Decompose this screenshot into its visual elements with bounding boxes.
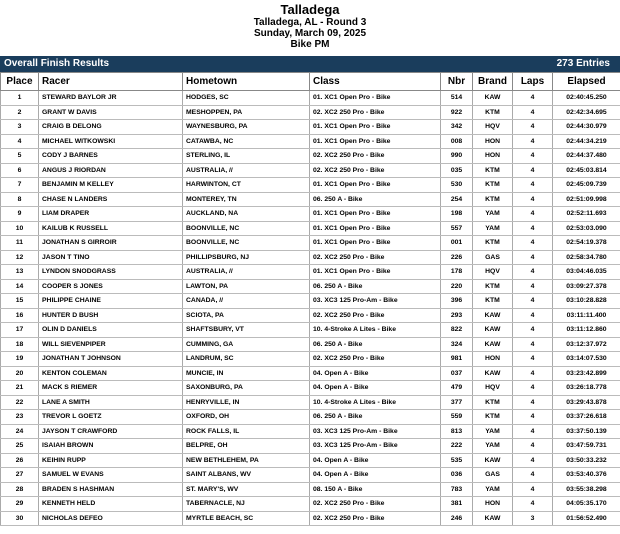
cell-hometown: CANADA, // [183, 294, 310, 309]
cell-hometown: ST. MARY'S, WV [183, 482, 310, 497]
cell-nbr: 990 [441, 149, 473, 164]
cell-laps: 4 [513, 482, 553, 497]
cell-class: 03. XC3 125 Pro-Am - Bike [310, 439, 441, 454]
cell-nbr: 377 [441, 395, 473, 410]
cell-class: 02. XC2 250 Pro - Bike [310, 250, 441, 265]
cell-hometown: CATAWBA, NC [183, 134, 310, 149]
cell-elapsed: 03:53:40.376 [553, 468, 620, 483]
cell-brand: KAW [473, 511, 513, 526]
cell-elapsed: 02:54:19.378 [553, 236, 620, 251]
table-row [1, 207, 620, 222]
cell-place: 12 [1, 250, 39, 265]
cell-brand: GAS [473, 250, 513, 265]
table-row [1, 482, 620, 497]
table-row [1, 105, 620, 120]
cell-place: 11 [1, 236, 39, 251]
cell-laps: 4 [513, 149, 553, 164]
cell-hometown: HENRYVILLE, IN [183, 395, 310, 410]
cell-place: 5 [1, 149, 39, 164]
cell-racer: JASON T TINO [39, 250, 183, 265]
cell-class: 04. Open A - Bike [310, 366, 441, 381]
cell-elapsed: 03:37:26.618 [553, 410, 620, 425]
cell-brand: KTM [473, 163, 513, 178]
cell-racer: ANGUS J RIORDAN [39, 163, 183, 178]
cell-nbr: 783 [441, 482, 473, 497]
cell-laps: 4 [513, 395, 553, 410]
cell-place: 1 [1, 91, 39, 106]
table-row [1, 163, 620, 178]
event-location: Talladega, AL - Round 3 [253, 17, 367, 28]
cell-hometown: BOONVILLE, NC [183, 236, 310, 251]
cell-class: 10. 4-Stroke A Lites - Bike [310, 395, 441, 410]
table-row [1, 395, 620, 410]
cell-place: 23 [1, 410, 39, 425]
cell-laps: 4 [513, 308, 553, 323]
cell-class: 03. XC3 125 Pro-Am - Bike [310, 424, 441, 439]
cell-place: 2 [1, 105, 39, 120]
results-header [0, 0, 620, 50]
cell-hometown: MUNCIE, IN [183, 366, 310, 381]
cell-place: 16 [1, 308, 39, 323]
table-row [1, 236, 620, 251]
cell-place: 15 [1, 294, 39, 309]
table-row [1, 221, 620, 236]
cell-brand: HQV [473, 265, 513, 280]
cell-nbr: 035 [441, 163, 473, 178]
cell-brand: KTM [473, 192, 513, 207]
cell-class: 01. XC1 Open Pro - Bike [310, 134, 441, 149]
cell-laps: 4 [513, 424, 553, 439]
cell-laps: 4 [513, 294, 553, 309]
table-row [1, 120, 620, 135]
cell-class: 04. Open A - Bike [310, 468, 441, 483]
cell-class: 04. Open A - Bike [310, 453, 441, 468]
table-row [1, 178, 620, 193]
cell-racer: STEWARD BAYLOR JR [39, 91, 183, 106]
cell-nbr: 813 [441, 424, 473, 439]
cell-hometown: OXFORD, OH [183, 410, 310, 425]
cell-brand: KTM [473, 410, 513, 425]
cell-hometown: PHILLIPSBURG, NJ [183, 250, 310, 265]
cell-brand: KAW [473, 337, 513, 352]
cell-laps: 4 [513, 120, 553, 135]
cell-nbr: 479 [441, 381, 473, 396]
cell-hometown: BOONVILLE, NC [183, 221, 310, 236]
cell-hometown: SHAFTSBURY, VT [183, 323, 310, 338]
cell-brand: KTM [473, 236, 513, 251]
table-row [1, 279, 620, 294]
table-row [1, 294, 620, 309]
cell-hometown: ROCK FALLS, IL [183, 424, 310, 439]
cell-brand: YAM [473, 221, 513, 236]
cell-brand: HQV [473, 381, 513, 396]
table-row [1, 424, 620, 439]
cell-racer: LYNDON SNODGRASS [39, 265, 183, 280]
cell-place: 6 [1, 163, 39, 178]
table-row [1, 453, 620, 468]
header-row [1, 73, 620, 91]
table-row [1, 250, 620, 265]
event-date: Sunday, March 09, 2025 [253, 28, 367, 39]
cell-hometown: SAXONBURG, PA [183, 381, 310, 396]
cell-class: 01. XC1 Open Pro - Bike [310, 178, 441, 193]
cell-elapsed: 03:11:11.400 [553, 308, 620, 323]
cell-hometown: AUCKLAND, NA [183, 207, 310, 222]
cell-racer: SAMUEL W EVANS [39, 468, 183, 483]
cell-elapsed: 01:56:52.490 [553, 511, 620, 526]
cell-hometown: BELPRE, OH [183, 439, 310, 454]
cell-hometown: AUSTRALIA, // [183, 265, 310, 280]
cell-class: 06. 250 A - Bike [310, 192, 441, 207]
cell-brand: KAW [473, 308, 513, 323]
cell-nbr: 530 [441, 178, 473, 193]
cell-nbr: 036 [441, 468, 473, 483]
cell-nbr: 396 [441, 294, 473, 309]
cell-elapsed: 03:04:46.035 [553, 265, 620, 280]
table-row [1, 308, 620, 323]
cell-racer: JONATHAN T JOHNSON [39, 352, 183, 367]
cell-class: 10. 4-Stroke A Lites - Bike [310, 323, 441, 338]
cell-nbr: 001 [441, 236, 473, 251]
cell-laps: 4 [513, 250, 553, 265]
cell-nbr: 037 [441, 366, 473, 381]
cell-class: 02. XC2 250 Pro - Bike [310, 308, 441, 323]
table-row [1, 192, 620, 207]
cell-racer: NICHOLAS DEFEO [39, 511, 183, 526]
cell-place: 24 [1, 424, 39, 439]
cell-laps: 4 [513, 207, 553, 222]
col-nbr: Nbr [441, 73, 473, 91]
cell-class: 01. XC1 Open Pro - Bike [310, 120, 441, 135]
cell-place: 18 [1, 337, 39, 352]
cell-class: 06. 250 A - Bike [310, 279, 441, 294]
cell-hometown: MYRTLE BEACH, SC [183, 511, 310, 526]
cell-brand: KAW [473, 366, 513, 381]
cell-laps: 4 [513, 178, 553, 193]
cell-elapsed: 04:05:35.170 [553, 497, 620, 512]
cell-elapsed: 02:53:03.090 [553, 221, 620, 236]
cell-class: 02. XC2 250 Pro - Bike [310, 149, 441, 164]
cell-racer: PHILIPPE CHAINE [39, 294, 183, 309]
cell-hometown: TABERNACLE, NJ [183, 497, 310, 512]
cell-elapsed: 03:23:42.899 [553, 366, 620, 381]
cell-place: 14 [1, 279, 39, 294]
cell-nbr: 981 [441, 352, 473, 367]
cell-racer: CRAIG B DELONG [39, 120, 183, 135]
table-row [1, 337, 620, 352]
col-brand: Brand [473, 73, 513, 91]
cell-hometown: HARWINTON, CT [183, 178, 310, 193]
table-row [1, 381, 620, 396]
cell-racer: BENJAMIN M KELLEY [39, 178, 183, 193]
cell-place: 17 [1, 323, 39, 338]
cell-laps: 4 [513, 381, 553, 396]
table-row [1, 410, 620, 425]
cell-nbr: 822 [441, 323, 473, 338]
cell-hometown: HODGES, SC [183, 91, 310, 106]
cell-elapsed: 02:44:34.219 [553, 134, 620, 149]
cell-laps: 4 [513, 163, 553, 178]
cell-place: 19 [1, 352, 39, 367]
cell-class: 02. XC2 250 Pro - Bike [310, 163, 441, 178]
cell-class: 02. XC2 250 Pro - Bike [310, 511, 441, 526]
cell-brand: HON [473, 497, 513, 512]
cell-brand: KTM [473, 178, 513, 193]
cell-place: 21 [1, 381, 39, 396]
cell-place: 25 [1, 439, 39, 454]
col-elapsed: Elapsed [553, 73, 620, 91]
cell-laps: 4 [513, 279, 553, 294]
cell-elapsed: 03:47:59.731 [553, 439, 620, 454]
cell-laps: 4 [513, 468, 553, 483]
cell-racer: KAILUB K RUSSELL [39, 221, 183, 236]
cell-class: 02. XC2 250 Pro - Bike [310, 352, 441, 367]
table-row [1, 91, 620, 106]
cell-place: 30 [1, 511, 39, 526]
cell-nbr: 220 [441, 279, 473, 294]
cell-hometown: SCIOTA, PA [183, 308, 310, 323]
cell-class: 08. 150 A - Bike [310, 482, 441, 497]
cell-nbr: 198 [441, 207, 473, 222]
cell-elapsed: 03:11:12.860 [553, 323, 620, 338]
cell-brand: KAW [473, 323, 513, 338]
table-row [1, 323, 620, 338]
cell-place: 4 [1, 134, 39, 149]
cell-nbr: 246 [441, 511, 473, 526]
cell-laps: 4 [513, 105, 553, 120]
cell-brand: YAM [473, 482, 513, 497]
cell-racer: MACK S RIEMER [39, 381, 183, 396]
cell-class: 04. Open A - Bike [310, 381, 441, 396]
event-title: Talladega [280, 2, 340, 17]
cell-elapsed: 02:44:30.979 [553, 120, 620, 135]
cell-nbr: 559 [441, 410, 473, 425]
cell-racer: JAYSON T CRAWFORD [39, 424, 183, 439]
cell-hometown: CUMMING, GA [183, 337, 310, 352]
cell-brand: YAM [473, 207, 513, 222]
cell-racer: LIAM DRAPER [39, 207, 183, 222]
cell-brand: HQV [473, 120, 513, 135]
table-row [1, 149, 620, 164]
cell-nbr: 324 [441, 337, 473, 352]
cell-place: 3 [1, 120, 39, 135]
cell-nbr: 178 [441, 265, 473, 280]
cell-laps: 4 [513, 352, 553, 367]
table-row [1, 265, 620, 280]
cell-elapsed: 03:37:50.139 [553, 424, 620, 439]
cell-class: 02. XC2 250 Pro - Bike [310, 497, 441, 512]
cell-racer: GRANT W DAVIS [39, 105, 183, 120]
cell-place: 22 [1, 395, 39, 410]
cell-laps: 3 [513, 511, 553, 526]
cell-hometown: WAYNESBURG, PA [183, 120, 310, 135]
cell-racer: CODY J BARNES [39, 149, 183, 164]
results-table [0, 72, 620, 526]
cell-racer: TREVOR L GOETZ [39, 410, 183, 425]
cell-class: 01. XC1 Open Pro - Bike [310, 91, 441, 106]
cell-hometown: SAINT ALBANS, WV [183, 468, 310, 483]
cell-racer: CHASE N LANDERS [39, 192, 183, 207]
cell-hometown: MESHOPPEN, PA [183, 105, 310, 120]
col-hometown: Hometown [183, 73, 310, 91]
cell-laps: 4 [513, 134, 553, 149]
cell-racer: OLIN D DANIELS [39, 323, 183, 338]
cell-nbr: 254 [441, 192, 473, 207]
cell-elapsed: 02:45:03.814 [553, 163, 620, 178]
cell-brand: HON [473, 134, 513, 149]
cell-elapsed: 03:55:38.298 [553, 482, 620, 497]
cell-nbr: 342 [441, 120, 473, 135]
cell-elapsed: 02:42:34.695 [553, 105, 620, 120]
cell-laps: 4 [513, 410, 553, 425]
cell-laps: 4 [513, 337, 553, 352]
cell-nbr: 293 [441, 308, 473, 323]
cell-racer: ISAIAH BROWN [39, 439, 183, 454]
col-place: Place [1, 73, 39, 91]
cell-class: 01. XC1 Open Pro - Bike [310, 207, 441, 222]
cell-class: 01. XC1 Open Pro - Bike [310, 236, 441, 251]
cell-hometown: MONTEREY, TN [183, 192, 310, 207]
cell-racer: WILL SIEVENPIPER [39, 337, 183, 352]
cell-laps: 4 [513, 439, 553, 454]
cell-laps: 4 [513, 323, 553, 338]
col-laps: Laps [513, 73, 553, 91]
cell-elapsed: 03:14:07.530 [553, 352, 620, 367]
cell-class: 01. XC1 Open Pro - Bike [310, 265, 441, 280]
cell-nbr: 557 [441, 221, 473, 236]
table-row [1, 468, 620, 483]
cell-hometown: LAWTON, PA [183, 279, 310, 294]
table-row [1, 511, 620, 526]
cell-racer: COOPER S JONES [39, 279, 183, 294]
cell-elapsed: 03:12:37.972 [553, 337, 620, 352]
cell-hometown: NEW BETHLEHEM, PA [183, 453, 310, 468]
cell-brand: YAM [473, 439, 513, 454]
cell-class: 06. 250 A - Bike [310, 337, 441, 352]
cell-elapsed: 03:26:18.778 [553, 381, 620, 396]
cell-elapsed: 03:50:33.232 [553, 453, 620, 468]
cell-laps: 4 [513, 366, 553, 381]
cell-place: 29 [1, 497, 39, 512]
cell-racer: KENTON COLEMAN [39, 366, 183, 381]
cell-class: 03. XC3 125 Pro-Am - Bike [310, 294, 441, 309]
cell-racer: KEIHIN RUPP [39, 453, 183, 468]
cell-laps: 4 [513, 221, 553, 236]
table-row [1, 352, 620, 367]
cell-laps: 4 [513, 91, 553, 106]
cell-laps: 4 [513, 453, 553, 468]
cell-place: 20 [1, 366, 39, 381]
cell-elapsed: 02:44:37.480 [553, 149, 620, 164]
cell-hometown: AUSTRALIA, // [183, 163, 310, 178]
cell-place: 26 [1, 453, 39, 468]
cell-elapsed: 02:40:45.250 [553, 91, 620, 106]
cell-racer: HUNTER D BUSH [39, 308, 183, 323]
cell-laps: 4 [513, 192, 553, 207]
cell-laps: 4 [513, 236, 553, 251]
results-bar [0, 56, 620, 72]
cell-laps: 4 [513, 265, 553, 280]
cell-place: 10 [1, 221, 39, 236]
cell-brand: HON [473, 352, 513, 367]
cell-brand: KTM [473, 395, 513, 410]
cell-place: 28 [1, 482, 39, 497]
cell-brand: KTM [473, 279, 513, 294]
table-row [1, 366, 620, 381]
cell-brand: KAW [473, 91, 513, 106]
cell-nbr: 514 [441, 91, 473, 106]
cell-racer: BRADEN S HASHMAN [39, 482, 183, 497]
cell-place: 8 [1, 192, 39, 207]
cell-nbr: 535 [441, 453, 473, 468]
cell-racer: JONATHAN S GIRROIR [39, 236, 183, 251]
cell-elapsed: 03:10:28.828 [553, 294, 620, 309]
cell-class: 02. XC2 250 Pro - Bike [310, 105, 441, 120]
cell-brand: KTM [473, 105, 513, 120]
cell-nbr: 008 [441, 134, 473, 149]
cell-brand: KAW [473, 453, 513, 468]
event-session: Bike PM [290, 39, 330, 50]
cell-racer: MICHAEL WITKOWSKI [39, 134, 183, 149]
cell-brand: GAS [473, 468, 513, 483]
cell-elapsed: 02:45:09.739 [553, 178, 620, 193]
cell-nbr: 381 [441, 497, 473, 512]
cell-hometown: LANDRUM, SC [183, 352, 310, 367]
cell-nbr: 226 [441, 250, 473, 265]
col-class: Class [310, 73, 441, 91]
results-bar-title: Overall Finish Results [4, 58, 110, 69]
cell-brand: YAM [473, 424, 513, 439]
col-racer: Racer [39, 73, 183, 91]
cell-racer: LANE A SMITH [39, 395, 183, 410]
cell-elapsed: 02:51:09.998 [553, 192, 620, 207]
cell-place: 27 [1, 468, 39, 483]
cell-class: 01. XC1 Open Pro - Bike [310, 221, 441, 236]
cell-elapsed: 03:09:27.378 [553, 279, 620, 294]
cell-elapsed: 02:58:34.780 [553, 250, 620, 265]
table-row [1, 134, 620, 149]
cell-place: 13 [1, 265, 39, 280]
cell-elapsed: 03:29:43.878 [553, 395, 620, 410]
cell-racer: KENNETH HELD [39, 497, 183, 512]
cell-laps: 4 [513, 497, 553, 512]
cell-brand: HON [473, 149, 513, 164]
cell-hometown: STERLING, IL [183, 149, 310, 164]
entries-count: 273 Entries [556, 58, 610, 69]
cell-place: 7 [1, 178, 39, 193]
cell-class: 06. 250 A - Bike [310, 410, 441, 425]
table-row [1, 497, 620, 512]
cell-brand: KTM [473, 294, 513, 309]
cell-nbr: 222 [441, 439, 473, 454]
table-row [1, 439, 620, 454]
cell-nbr: 922 [441, 105, 473, 120]
cell-place: 9 [1, 207, 39, 222]
cell-elapsed: 02:52:11.693 [553, 207, 620, 222]
